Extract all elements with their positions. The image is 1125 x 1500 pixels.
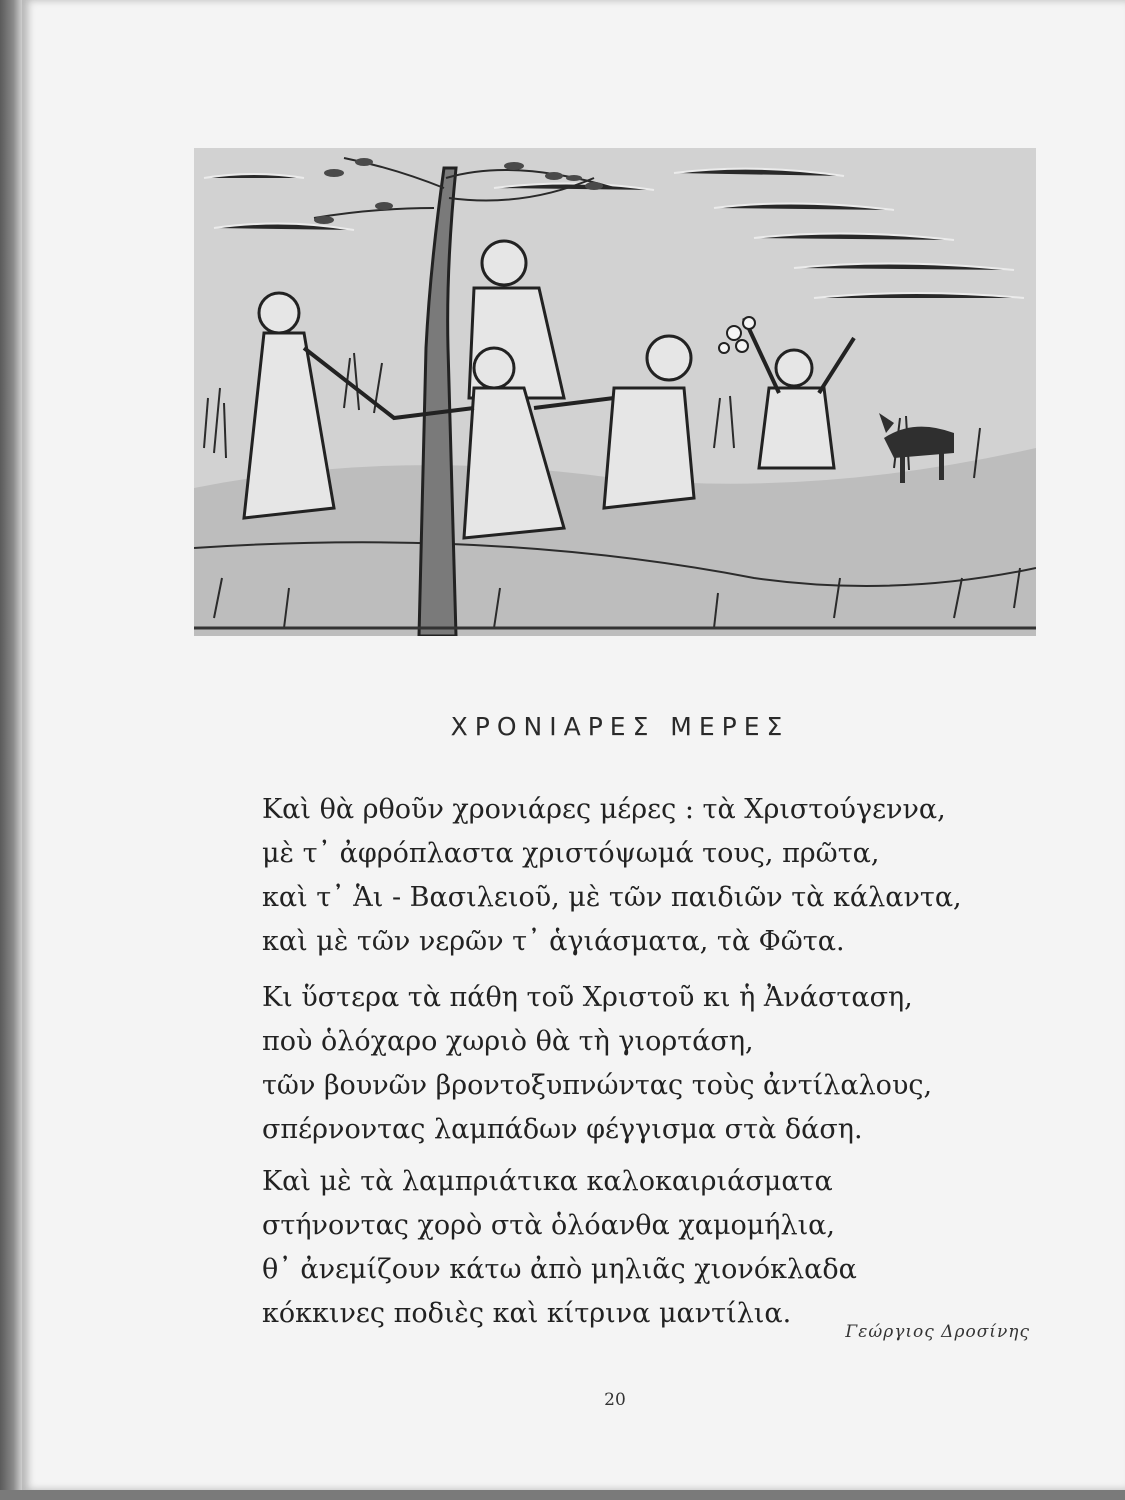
stanza — [262, 788, 962, 964]
scan-bottom-edge — [0, 1490, 1125, 1500]
poem-author: Γεώργιος Δροσίνης — [845, 1322, 1030, 1342]
poem-line: Καὶ θὰ ρθοῦν χρονιάρες μέρες : τὰ Χριστούγεννα, — [262, 794, 946, 825]
poem-line: ποὺ ὁλόχαρο χωριὸ θὰ τὴ γιορτάση, — [262, 1026, 754, 1057]
poem-line: θ᾽ ἀνεμίζουν κάτω ἀπὸ μηλιᾶς χιονόκλαδα — [262, 1254, 857, 1285]
page-spine-shadow — [0, 0, 22, 1500]
poem-line: τῶν βουνῶν βροντοξυπνώντας τοὺς ἀντίλαλους, — [262, 1070, 933, 1101]
poem-line: καὶ τ᾽ Ἁι - Βασιλειοῦ, μὲ τῶν παιδιῶν τὰ κάλαντα, — [262, 882, 962, 913]
stanza — [262, 1160, 857, 1336]
page-number: 20 — [604, 1390, 626, 1410]
stanza — [262, 976, 932, 1152]
poem-title: ΧΡΟΝΙΑΡΕΣ ΜΕΡΕΣ — [450, 712, 790, 741]
poem-line: Καὶ μὲ τὰ λαμπριάτικα καλοκαιριάσματα — [262, 1166, 833, 1197]
poem-line: κόκκινες ποδιὲς καὶ κίτρινα μαντίλια. — [262, 1298, 792, 1329]
poem-line: καὶ μὲ τῶν νερῶν τ᾽ ἁγιάσματα, τὰ Φῶτα. — [262, 926, 845, 957]
poem-line: στήνοντας χορὸ στὰ ὁλόανθα χαμομήλια, — [262, 1210, 835, 1241]
poem-line: μὲ τ᾽ ἀφρόπλαστα χριστόψωμά τους, πρῶτα, — [262, 838, 880, 869]
poem-line: σπέρνοντας λαμπάδων φέγγισμα στὰ δάση. — [262, 1114, 863, 1145]
poem-line: Κι ὕστερα τὰ πάθη τοῦ Χριστοῦ κι ἡ Ἀνάσταση, — [262, 982, 913, 1013]
woodcut-illustration — [194, 148, 1036, 636]
